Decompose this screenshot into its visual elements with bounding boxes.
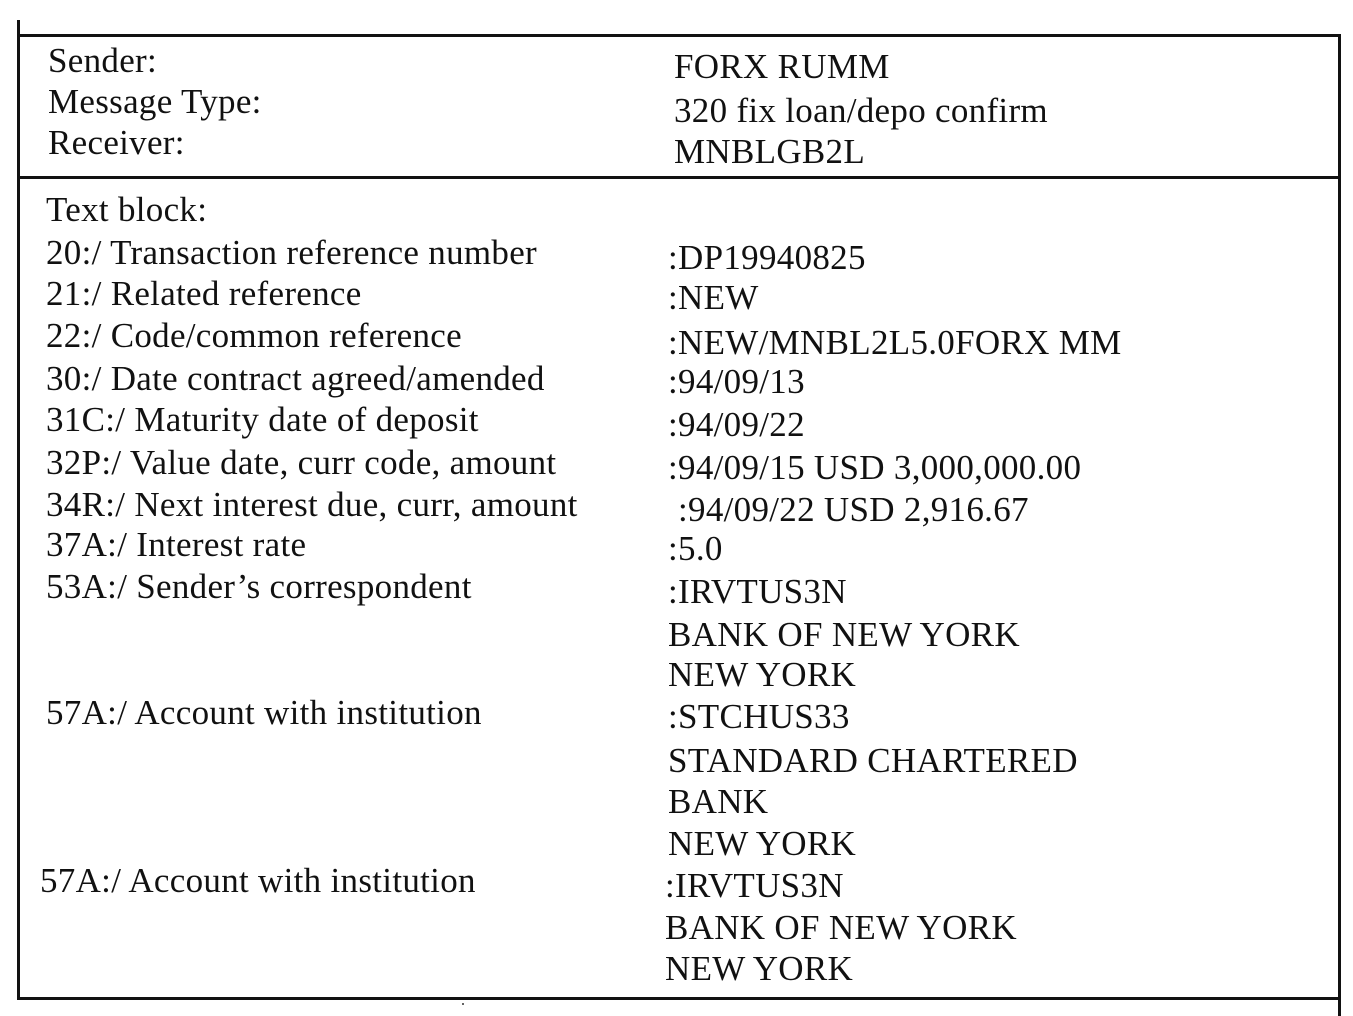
field-label: 57A:/ Account with institution [40,861,476,900]
field-value: BANK OF NEW YORK [668,615,1020,654]
field-value: NEW YORK [668,655,857,694]
sender-label: Sender: [48,41,158,80]
top-border [17,34,1341,37]
field-label: 37A:/ Interest rate [46,525,307,564]
message-type-value: 320 fix loan/depo confirm [674,91,1048,130]
left-border [17,20,20,1000]
field-value: :NEW/MNBL2L5.0FORX MM [668,323,1122,362]
field-label: 20:/ Transaction reference number [46,233,537,272]
field-value: :DP19940825 [668,238,866,277]
scan-speck [462,1003,464,1005]
field-value: BANK OF NEW YORK [665,908,1017,947]
field-value: :IRVTUS3N [668,572,847,611]
field-label: 57A:/ Account with institution [46,693,482,732]
field-value: :NEW [668,278,759,317]
field-value: STANDARD CHARTERED [668,741,1078,780]
field-label: 22:/ Code/common reference [46,316,462,355]
field-label: 32P:/ Value date, curr code, amount [46,443,557,482]
field-label: 30:/ Date contract agreed/amended [46,359,545,398]
field-value: :94/09/22 USD 2,916.67 [678,490,1029,529]
receiver-value: MNBLGB2L [674,132,866,171]
field-value: :94/09/15 USD 3,000,000.00 [668,448,1082,487]
header-divider [17,176,1341,179]
right-border [1338,36,1341,1016]
message-type-label: Message Type: [48,82,262,121]
field-label: 21:/ Related reference [46,274,362,313]
sender-value: FORX RUMM [674,47,890,86]
field-label: 34R:/ Next interest due, curr, amount [46,485,578,524]
field-label: 53A:/ Sender’s correspondent [46,567,472,606]
field-value: NEW YORK [665,949,854,988]
bottom-border [17,997,1341,1000]
field-value: :IRVTUS3N [665,866,844,905]
field-value: :5.0 [668,529,723,568]
receiver-label: Receiver: [48,123,185,162]
text-block-title: Text block: [46,190,208,229]
field-value: BANK [668,782,769,821]
field-value: :STCHUS33 [668,697,850,736]
field-value: :94/09/22 [668,405,805,444]
field-label: 31C:/ Maturity date of deposit [46,400,479,439]
field-value: NEW YORK [668,824,857,863]
field-value: :94/09/13 [668,362,805,401]
